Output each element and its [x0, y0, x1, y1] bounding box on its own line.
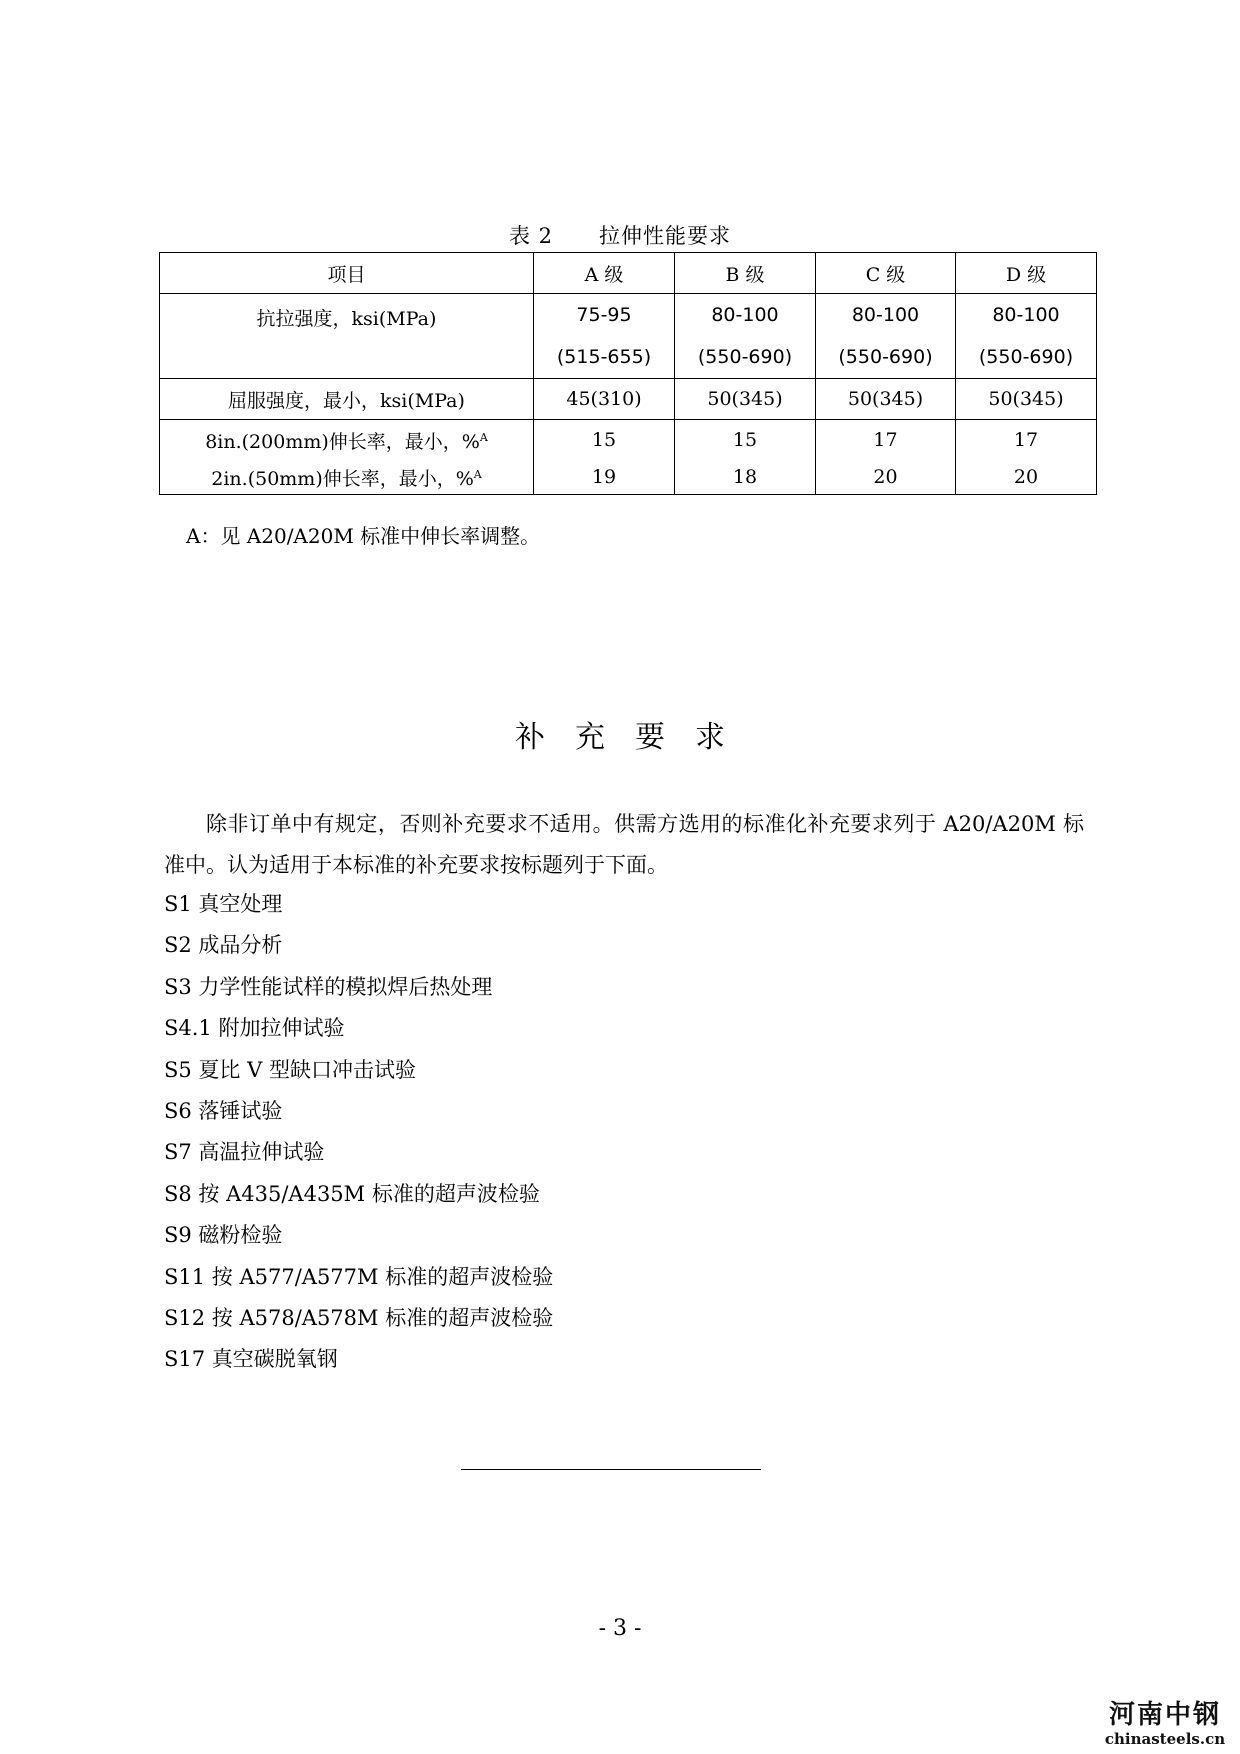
- table-row-elongation-200: [160, 420, 1097, 461]
- yield-grade-c: 50(345): [816, 379, 956, 420]
- tensile-mpa: (550-690): [697, 346, 793, 368]
- yield-label: 屈服强度，最小，ksi(MPa): [160, 379, 534, 420]
- elongation-50-grade-b: 18: [675, 461, 816, 495]
- yield-grade-d: 50(345): [956, 379, 1097, 420]
- header-grade-a: A 级: [534, 253, 675, 294]
- table-row-elongation-50: [160, 461, 1097, 495]
- list-item: S6 落锤试验: [164, 1099, 283, 1124]
- header-grade-b: B 级: [675, 253, 816, 294]
- header-grade-d: D 级: [956, 253, 1097, 294]
- tensile-ksi: 80-100: [992, 304, 1060, 326]
- elongation-50-grade-a: 19: [534, 461, 675, 495]
- table-footnote: A：见 A20/A20M 标准中伸长率调整。: [186, 524, 541, 548]
- list-item: S8 按 A435/A435M 标准的超声波检验: [164, 1181, 540, 1206]
- tensile-ksi: 80-100: [711, 304, 779, 326]
- elongation-200-label: [160, 420, 534, 461]
- header-item: 项目: [160, 253, 534, 294]
- intro-paragraph: 除非订单中有规定，否则补充要求不适用。供需方选用的标准化补充要求列于 A20/A20M 标准中。认为适用于本标准的补充要求按标题列于下面。: [164, 812, 1084, 877]
- tensile-ksi: 75-95: [576, 304, 632, 326]
- tensile-mpa: (550-690): [978, 346, 1074, 368]
- supplementary-requirements-list: [164, 884, 553, 1381]
- table-row-yield: [160, 379, 1097, 420]
- list-item: S1 真空处理: [164, 892, 283, 916]
- list-item: S9 磁粉检验: [164, 1223, 283, 1248]
- tensile-grade-c: [816, 294, 956, 379]
- section-title: 补充要求: [515, 720, 755, 755]
- tensile-grade-b: [675, 294, 816, 379]
- tensile-properties-table: [159, 252, 1097, 495]
- page-number: - 3 -: [598, 1616, 642, 1641]
- elongation-50-grade-d: 20: [956, 461, 1097, 495]
- yield-grade-a: 45(310): [534, 379, 675, 420]
- footnote-mark: A: [473, 467, 482, 481]
- list-item: S17 真空碳脱氧钢: [164, 1347, 338, 1372]
- tensile-label: 抗拉强度，ksi(MPa): [160, 294, 534, 379]
- table-row-tensile: [160, 294, 1097, 379]
- elongation-200-grade-a: 15: [534, 420, 675, 461]
- elongation-200-grade-c: 17: [816, 420, 956, 461]
- list-item: S11 按 A577/A577M 标准的超声波检验: [164, 1264, 554, 1289]
- elongation-50-text: 2in.(50mm)伸长率，最小，%: [211, 467, 474, 490]
- tensile-grade-a: [534, 294, 675, 379]
- elongation-200-text: 8in.(200mm)伸长率，最小，%: [205, 430, 480, 453]
- watermark-name: 河南中钢: [1108, 1700, 1221, 1730]
- list-item: S12 按 A578/A578M 标准的超声波检验: [164, 1306, 554, 1331]
- list-item: S7 高温拉伸试验: [164, 1140, 325, 1165]
- watermark-logo: [1094, 1700, 1236, 1748]
- list-item: S2 成品分析: [164, 933, 283, 958]
- elongation-200-grade-b: 15: [675, 420, 816, 461]
- header-grade-c: C 级: [816, 253, 956, 294]
- list-item: S3 力学性能试样的模拟焊后热处理: [164, 974, 493, 999]
- end-rule-divider: [461, 1469, 761, 1470]
- tensile-grade-d: [956, 294, 1097, 379]
- tensile-mpa: (550-690): [838, 346, 933, 368]
- table-header-row: [160, 253, 1097, 294]
- tensile-ksi: 80-100: [851, 304, 920, 326]
- footnote-mark: A: [479, 430, 488, 444]
- elongation-50-label: [160, 461, 534, 495]
- list-item: S4.1 附加拉伸试验: [164, 1016, 345, 1041]
- elongation-200-grade-d: 17: [956, 420, 1097, 461]
- table-caption: 表 2 拉伸性能要求: [508, 224, 732, 248]
- list-item: S5 夏比 V 型缺口冲击试验: [164, 1057, 416, 1082]
- watermark-site: chinasteels.cn: [1104, 1730, 1226, 1748]
- elongation-50-grade-c: 20: [816, 461, 956, 495]
- yield-grade-b: 50(345): [675, 379, 816, 420]
- tensile-mpa: (515-655): [556, 346, 652, 368]
